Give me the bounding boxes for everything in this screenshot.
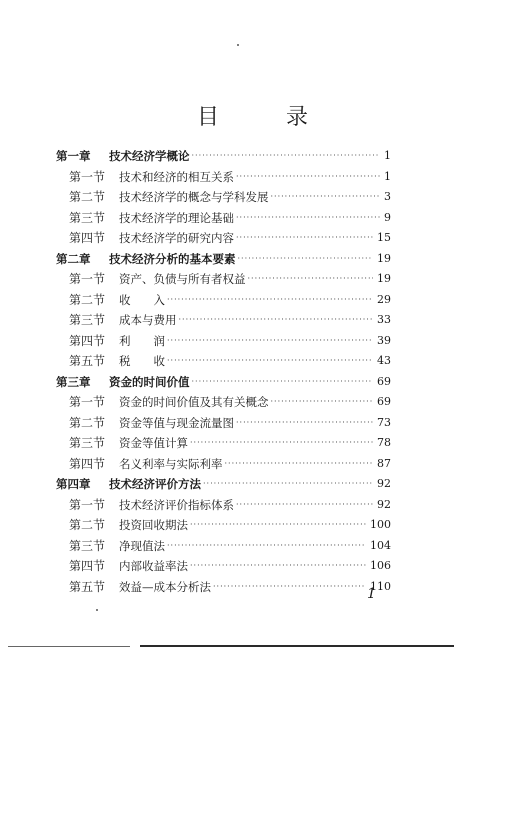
toc-entry-number: 第五节 xyxy=(69,579,106,594)
toc-page-number: 15 xyxy=(377,231,391,244)
dot-leader xyxy=(238,249,374,270)
toc-entry-title: 资金等值计算 xyxy=(119,436,188,450)
dot-leader xyxy=(190,515,366,536)
toc-chapter-row xyxy=(56,146,391,167)
toc-entry-number: 第一节 xyxy=(69,272,106,286)
table-of-contents xyxy=(56,146,391,597)
scan-speck xyxy=(237,44,239,46)
toc-entry-number: 第二章 xyxy=(56,251,91,266)
toc-entry-title: 税 收 xyxy=(119,354,165,368)
toc-section-row xyxy=(56,310,391,331)
toc-page-number: 69 xyxy=(377,374,391,388)
toc-page-number: 29 xyxy=(377,292,391,306)
dot-leader xyxy=(190,556,366,577)
page-title: 目 录 xyxy=(197,105,338,130)
dot-leader xyxy=(167,331,373,352)
toc-entry-title: 技术经济评价方法 xyxy=(109,477,201,491)
toc-entry-number: 第二节 xyxy=(69,415,106,430)
toc-section-row xyxy=(56,495,391,516)
toc-entry-number: 第一节 xyxy=(69,395,106,409)
toc-entry-number: 第四节 xyxy=(69,456,106,471)
toc-page-number: 19 xyxy=(377,251,391,265)
toc-entry-number: 第四章 xyxy=(56,477,91,491)
toc-page-number: 43 xyxy=(377,354,391,367)
toc-section-row xyxy=(56,515,391,536)
toc-entry-number: 第三章 xyxy=(56,374,91,389)
toc-entry-title: 技术和经济的相互关系 xyxy=(119,169,234,184)
toc-entry-number: 第四节 xyxy=(69,559,106,573)
toc-entry-title: 名义利率与实际利率 xyxy=(119,456,223,471)
toc-entry-title: 投资回收期法 xyxy=(119,518,188,532)
toc-section-row xyxy=(56,351,391,372)
toc-page-number: 92 xyxy=(377,477,391,490)
toc-page-number: 92 xyxy=(377,497,391,511)
toc-section-row xyxy=(56,331,391,352)
dot-leader xyxy=(167,290,373,311)
toc-entry-title: 技术经济学概论 xyxy=(109,149,190,163)
toc-section-row xyxy=(56,413,391,434)
dot-leader xyxy=(167,351,373,372)
dot-leader xyxy=(179,310,374,331)
toc-page-number: 106 xyxy=(370,559,391,572)
toc-entry-title: 技术经济学的研究内容 xyxy=(119,231,234,245)
dot-leader xyxy=(236,208,380,229)
toc-entry-number: 第三节 xyxy=(69,436,106,450)
dot-leader xyxy=(248,269,374,290)
toc-page-number: 100 xyxy=(370,518,391,531)
toc-entry-number: 第四节 xyxy=(69,333,106,348)
toc-page-number: 69 xyxy=(377,395,391,408)
toc-section-row xyxy=(56,536,391,557)
dot-leader xyxy=(203,474,373,495)
toc-entry-title: 成本与费用 xyxy=(119,313,177,327)
toc-section-row xyxy=(56,577,391,598)
dot-leader xyxy=(192,146,381,167)
dot-leader xyxy=(167,536,366,557)
toc-section-row xyxy=(56,290,391,311)
toc-section-row xyxy=(56,392,391,413)
toc-entry-number: 第三节 xyxy=(69,210,106,225)
toc-page-number: 78 xyxy=(377,436,391,449)
toc-entry-number: 第一节 xyxy=(69,497,106,512)
toc-entry-number: 第一章 xyxy=(56,149,91,163)
toc-entry-title: 技术经济评价指标体系 xyxy=(119,497,234,512)
toc-section-row xyxy=(56,187,391,208)
toc-section-row xyxy=(56,228,391,249)
toc-entry-title: 净现值法 xyxy=(119,538,165,553)
toc-entry-title: 技术经济学的概念与学科发展 xyxy=(119,190,269,204)
dot-leader xyxy=(236,228,373,249)
toc-page-number: 104 xyxy=(370,538,391,552)
dot-leader xyxy=(236,413,373,434)
dot-leader xyxy=(213,577,366,598)
toc-entry-title: 效益—成本分析法 xyxy=(119,579,211,594)
toc-entry-title: 技术经济分析的基本要素 xyxy=(109,251,236,266)
toc-entry-title: 技术经济学的理论基础 xyxy=(119,210,234,225)
toc-section-row xyxy=(56,454,391,475)
toc-page-number: 33 xyxy=(377,313,391,326)
toc-section-row xyxy=(56,556,391,577)
toc-entry-number: 第三节 xyxy=(69,313,106,327)
dot-leader xyxy=(271,392,374,413)
toc-entry-title: 内部收益率法 xyxy=(119,559,188,573)
toc-section-row xyxy=(56,433,391,454)
toc-chapter-row xyxy=(56,474,391,495)
toc-entry-number: 第四节 xyxy=(69,231,106,245)
toc-page-number: 1 xyxy=(384,149,391,162)
bottom-rule xyxy=(140,645,454,647)
page-folio: 1 xyxy=(367,586,376,602)
toc-page-number: 19 xyxy=(377,272,391,285)
toc-page-number: 1 xyxy=(384,169,391,183)
toc-chapter-row xyxy=(56,249,391,270)
toc-page-number: 73 xyxy=(377,415,391,429)
toc-entry-number: 第三节 xyxy=(69,538,106,553)
toc-entry-title: 利 润 xyxy=(119,333,165,348)
toc-page-number: 87 xyxy=(377,456,391,470)
toc-entry-title: 资金的时间价值 xyxy=(109,374,190,389)
toc-section-row xyxy=(56,208,391,229)
bottom-rule xyxy=(8,646,130,647)
toc-entry-number: 第二节 xyxy=(69,292,106,307)
toc-entry-title: 资金等值与现金流量图 xyxy=(119,415,234,430)
toc-section-row xyxy=(56,269,391,290)
toc-entry-number: 第二节 xyxy=(69,518,106,532)
toc-page-number: 3 xyxy=(384,190,391,203)
toc-section-row xyxy=(56,167,391,188)
dot-leader xyxy=(225,454,374,475)
toc-entry-title: 资金的时间价值及其有关概念 xyxy=(119,395,269,409)
toc-entry-number: 第一节 xyxy=(69,169,106,184)
dot-leader xyxy=(236,495,373,516)
dot-leader xyxy=(192,372,374,393)
toc-chapter-row xyxy=(56,372,391,393)
dot-leader xyxy=(190,433,373,454)
toc-entry-number: 第二节 xyxy=(69,190,106,204)
toc-page-number: 9 xyxy=(384,210,391,224)
toc-page-number: 110 xyxy=(370,579,391,593)
toc-entry-number: 第五节 xyxy=(69,354,106,368)
toc-page-number: 39 xyxy=(377,333,391,347)
toc-entry-title: 收 入 xyxy=(119,292,165,307)
scan-speck xyxy=(96,609,98,611)
dot-leader xyxy=(236,167,380,188)
dot-leader xyxy=(271,187,381,208)
toc-entry-title: 资产、负债与所有者权益 xyxy=(119,272,246,286)
